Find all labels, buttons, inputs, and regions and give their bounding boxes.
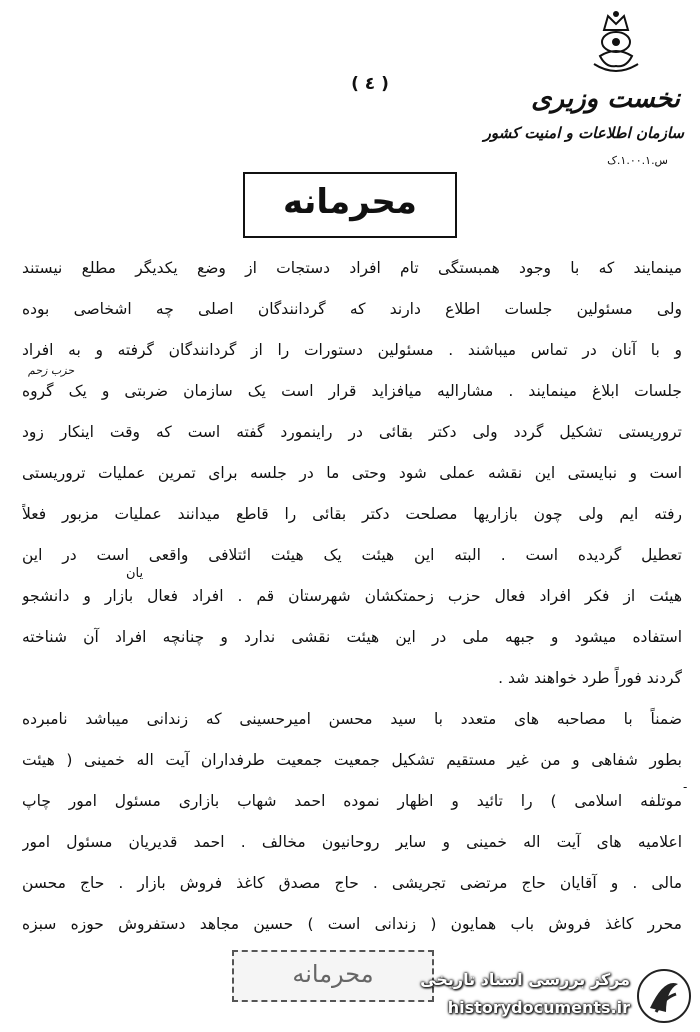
margin-note: یان xyxy=(126,566,144,581)
watermark xyxy=(396,966,696,1026)
margin-note: حزب زحم xyxy=(28,364,75,377)
body-line: اعلامیه های آیت اله خمینی و سایر روحانیون مخالف . احمد قدیریان مسئول امور xyxy=(22,833,682,851)
body-line: رفته ایم ولی چون بازاریها مصلحت دکتر بقائی را قاطع میدانند عملیات مزبور فعلاً xyxy=(22,505,682,523)
body-line: ولی مسئولین جلسات اطلاع دارند که گردانندگان اصلی چه اشخاصی بوده xyxy=(22,300,682,318)
org-title: نخست وزیری xyxy=(531,84,680,114)
body-line: گردند فوراً طرد خواهند شد . xyxy=(498,669,682,687)
body-line: است و نبایستی این نقشه عملی شود وحتی ما در جلسه برای تمرین عملیات تروریستی xyxy=(22,464,682,482)
body-line: و با آنان در تماس میباشند . مسئولین دستورات را از گردانندگان گرفته و به افراد xyxy=(22,341,682,359)
body-line: موتلفه اسلامی ) را تائید و اظهار نموده احمد شهاب بازاری مسئول امور چاپ xyxy=(22,792,682,810)
classification-stamp xyxy=(243,172,457,238)
body-line: استفاده میشود و جبهه ملی در این هیئت نقشی ندارد و چنانچه افراد آن شناخته xyxy=(22,628,682,646)
body-line: مالی . و آقایان حاج مرتضی تجریشی . حاج مصدق کاغذ فروش بازار . حاج محسن xyxy=(22,874,682,892)
body-line: بطور شفاهی و من غیر مستقیم تشکیل جمعیت جمعیت طرفداران آیت اله خمینی ( هیئت xyxy=(22,751,682,769)
body-line: محرر کاغذ فروش باب همایون ( زندانی است ) حسین مجاهد دستفروش حوزه سبزه xyxy=(22,915,682,933)
bottom-stamp-text: محرمانه xyxy=(292,960,374,988)
classification-stamp-text: محرمانه xyxy=(283,182,417,222)
body-line: ضمناً با مصاحبه های متعدد با سید محسن امیرحسینی که زندانی میباشد نامبرده xyxy=(22,710,682,728)
body-line: مینمایند که با وجود همبستگی تام افراد دستجات از وضع یکدیگر مطلع نیستند xyxy=(22,259,682,277)
body-line: هیئت از فکر افراد فعال حزب زحمتکشان شهرستان قم . افراد فعال بازار و دانشجو xyxy=(22,587,682,605)
page-number: ( ٤ ) xyxy=(351,74,389,94)
reference-number: س.۱.۰۰.۱.ک xyxy=(607,154,668,167)
lion-and-sun-crown-icon xyxy=(586,8,646,78)
body-line: تعطیل گردیده است . البته این هیئت یک هیئت ائتلافی واقعی است در این xyxy=(22,546,682,564)
document-body xyxy=(22,248,682,945)
org-subtitle: سازمان اطلاعات و امنیت کشور xyxy=(483,124,684,142)
margin-mark: - xyxy=(683,780,688,794)
watermark-title: مرکز بررسی اسناد تاریخی xyxy=(420,970,630,989)
letterhead xyxy=(483,8,686,173)
body-line: جلسات ابلاغ مینمایند . مشارالیه میافزاید قرار است یک سازمان ضربتی و یک گروه xyxy=(22,382,682,400)
body-line: تروریستی تشکیل گردد ولی دکتر بقائی در راینمورد گفته است که وقت اینکار زود xyxy=(22,423,682,441)
watermark-url: historydocuments.ir xyxy=(447,998,630,1017)
historydocuments-logo-icon xyxy=(636,968,692,1024)
